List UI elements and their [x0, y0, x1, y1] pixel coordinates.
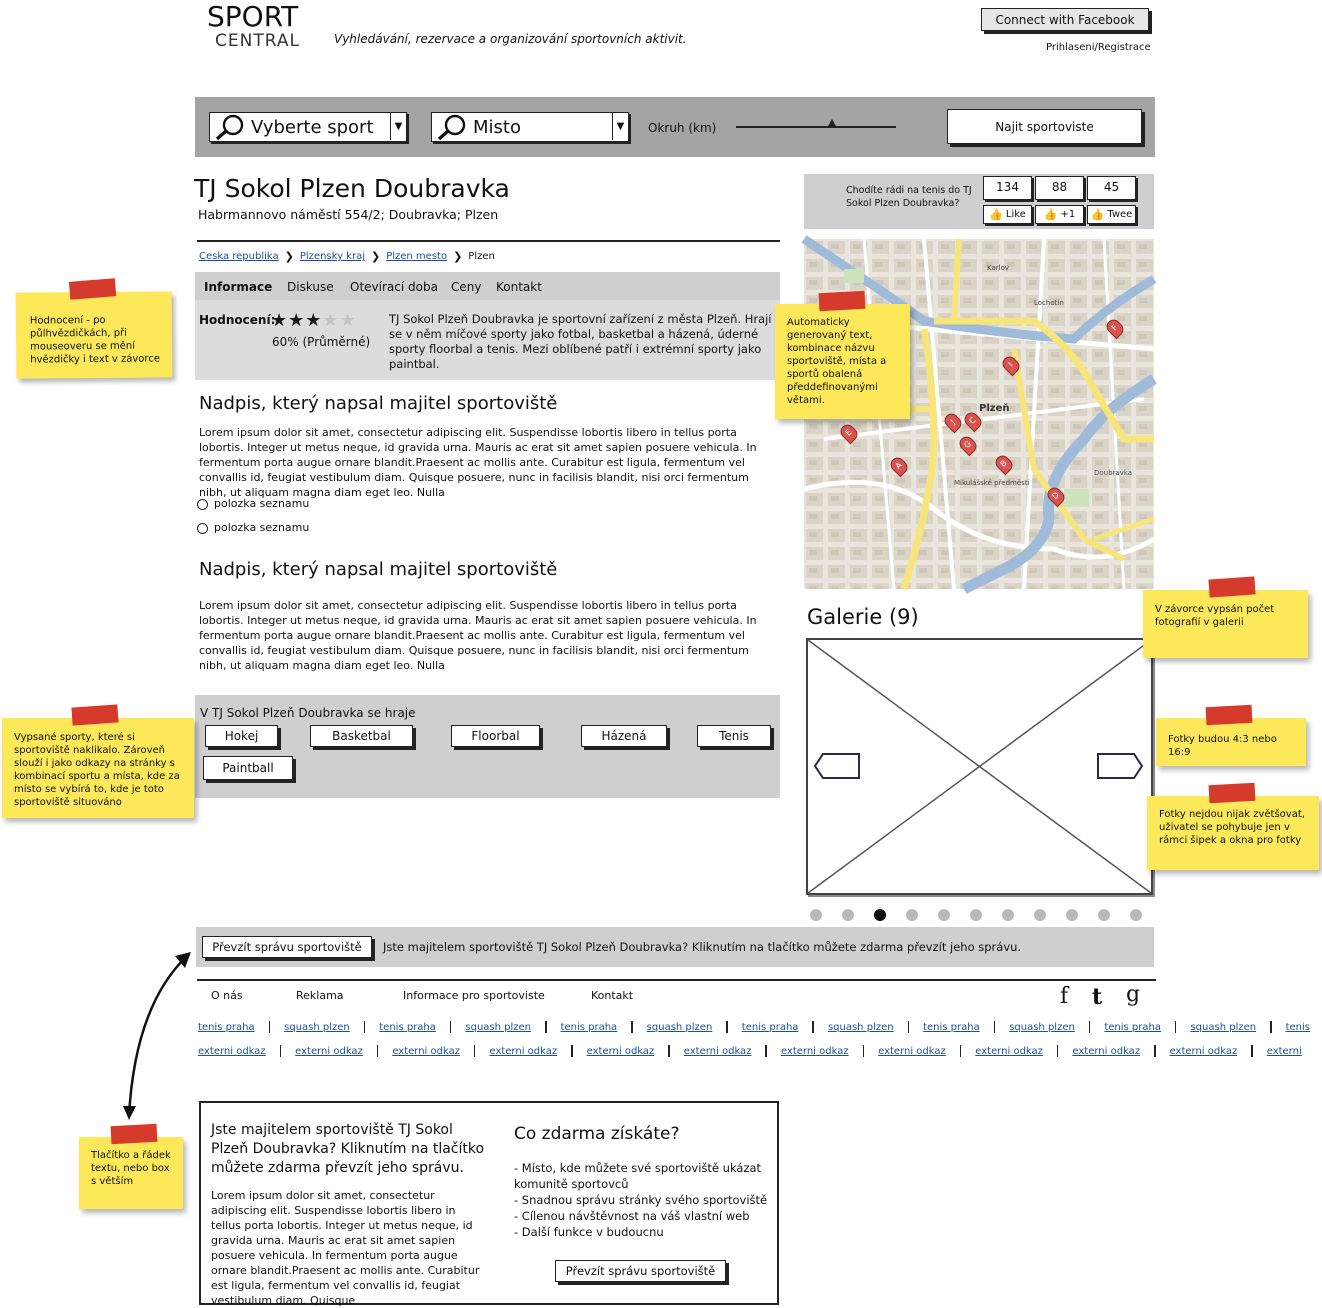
benefit-item: - Cílenou návštěvnost na váš vlastní web	[514, 1209, 750, 1223]
claim-bar-text: Jste majitelem sportoviště TJ Sokol Plzeň Doubravka? Kliknutím na tlačítko můžete zdarma převzít jeho správu.	[383, 940, 1022, 954]
gallery-dot[interactable]	[906, 909, 918, 921]
footer-nav-info-sportoviste[interactable]: Informace pro sportoviste	[403, 989, 545, 1002]
footer-link-separator	[269, 1021, 271, 1033]
benefit-item: - Snadnou správu stránky svého sportoviště	[514, 1193, 768, 1207]
place-select-value: Misto	[473, 117, 521, 138]
sticky-note-description	[775, 304, 910, 419]
sticky-note-gallery-count	[1143, 590, 1308, 658]
like-label: Like	[1005, 209, 1026, 220]
footer-link-separator	[863, 1045, 865, 1057]
tab-oteviraci-doba[interactable]: Otevírací doba	[350, 280, 438, 294]
footer-link-separator	[1251, 1045, 1253, 1057]
section-heading: Nadpis, který napsal majitel sportoviště	[199, 393, 558, 414]
footer-link-separator	[1175, 1021, 1177, 1033]
gallery-dot[interactable]	[1098, 909, 1110, 921]
breadcrumb-current: Plzen	[468, 251, 495, 262]
footer-link[interactable]: externi	[1266, 1046, 1302, 1057]
footer-link-separator	[668, 1045, 670, 1057]
map-marker[interactable]: F	[1104, 317, 1127, 340]
sport-select-value: Vyberte sport	[251, 117, 374, 138]
chevron-down-icon: ▼	[612, 113, 628, 140]
footer-link[interactable]: externi odkaz	[878, 1046, 946, 1057]
tape	[1206, 705, 1253, 725]
tape	[71, 704, 118, 725]
search-icon	[435, 113, 469, 141]
footer-nav-o-nas[interactable]: O nás	[211, 989, 243, 1002]
footer-divider	[197, 979, 1156, 981]
sticky-note-claim	[79, 1137, 183, 1209]
map-marker[interactable]: C	[962, 410, 985, 433]
map-label: Plzeň	[979, 403, 1010, 414]
footer-link[interactable]: tenis	[1285, 1022, 1310, 1033]
map-label: Lochotín	[1034, 299, 1064, 307]
sticky-note-text: Fotky budou 4:3 nebo 16:9	[1168, 734, 1277, 758]
connect-facebook-button[interactable]: Connect with Facebook	[981, 8, 1149, 31]
sticky-note-text: V závorce vypsán počet fotografií v galerii	[1155, 604, 1275, 628]
tape	[1209, 783, 1256, 803]
facebook-icon[interactable]: f	[1060, 984, 1069, 1009]
breadcrumb-item[interactable]: Plzensky kraj	[299, 251, 365, 262]
tape	[1208, 576, 1255, 597]
claim-venue-button[interactable]: Převzít správu sportoviště	[202, 936, 372, 958]
sticky-note-text: Vypsané sporty, které si sportoviště naklikalo. Zároveň slouží i jako odkazy na stránky s kombinací sportu a místa, kde za místo se vybírá to, kde je toto sportoviště situováno	[14, 732, 180, 808]
footer-link[interactable]: externi odkaz	[392, 1046, 460, 1057]
footer-link[interactable]: squash plzen	[1009, 1022, 1075, 1033]
chevron-down-icon: ▼	[390, 113, 406, 140]
radius-label: Okruh (km)	[648, 121, 717, 135]
sports-label: V TJ Sokol Plzeň Doubravka se hraje	[200, 706, 416, 720]
sport-select[interactable]	[209, 112, 407, 142]
star-icon[interactable]: ★	[305, 310, 322, 331]
sticky-note-text: Automaticky generovaný text, kombinace názvu sportoviště, místa a sportů obalená předdefinovanými větami.	[787, 317, 887, 406]
list-item-label: polozka seznamu	[214, 521, 310, 534]
radius-slider-thumb[interactable]	[827, 119, 837, 128]
footer-link[interactable]: squash plzen	[284, 1022, 350, 1033]
list-item-label: polozka seznamu	[214, 497, 310, 510]
sticky-note-photo-ratio	[1156, 718, 1306, 766]
claim-venue-box-button[interactable]: Převzít správu sportoviště	[555, 1260, 726, 1282]
gallery-prev-arrow-icon[interactable]	[813, 752, 861, 780]
footer-link-separator	[450, 1021, 452, 1033]
footer-link[interactable]: squash plzen	[1190, 1022, 1257, 1033]
social-question: Chodíte rádi na tenis do TJ Sokol Plzen Doubravka?	[846, 185, 972, 209]
logo-line2: CENTRAL	[215, 31, 300, 51]
tweet-count: 45	[1087, 176, 1136, 200]
sticky-note-photo-zoom	[1147, 796, 1319, 870]
twitter-icon[interactable]: t	[1092, 984, 1103, 1010]
footer-link-separator	[1089, 1021, 1091, 1033]
footer-link[interactable]: externi odkaz	[975, 1046, 1043, 1057]
gallery-dot[interactable]	[874, 909, 886, 921]
map-marker[interactable]: I	[1000, 354, 1023, 377]
rating-text: 60% (Průměrné)	[272, 335, 371, 349]
footer-link-separator	[908, 1021, 910, 1033]
benefits-list	[514, 1160, 772, 1240]
tab-diskuse[interactable]: Diskuse	[287, 280, 334, 294]
map-label: Mikulášské předměstí	[954, 479, 1030, 487]
footer-link-separator	[812, 1021, 814, 1033]
breadcrumb-item[interactable]: Ceska republika	[199, 251, 279, 262]
footer-link-separator	[545, 1021, 547, 1033]
footer-link[interactable]: squash plzen	[827, 1022, 894, 1033]
list-item	[197, 521, 309, 534]
chevron-right-icon: ❯	[453, 250, 463, 263]
tape	[69, 278, 116, 300]
map-marker[interactable]: D	[1045, 485, 1068, 508]
title-divider	[197, 240, 780, 242]
tagline: Vyhledávání, rezervace a organizování sportovních aktivit.	[334, 32, 687, 46]
sport-link-hokej[interactable]: Hokej	[205, 725, 278, 747]
footer-link-separator	[631, 1021, 633, 1033]
tweet-button[interactable]	[1087, 205, 1136, 224]
footer-link-separator	[474, 1045, 476, 1057]
gallery-dot[interactable]	[810, 909, 822, 921]
footer-link-separator	[377, 1045, 379, 1057]
login-link[interactable]: Prihlaseni/Registrace	[1046, 42, 1151, 53]
tab-ceny[interactable]: Ceny	[451, 280, 482, 294]
benefits-heading: Co zdarma získáte?	[514, 1124, 680, 1144]
gallery-title: Galerie (9)	[807, 605, 919, 629]
footer-link[interactable]: externi odkaz	[683, 1046, 752, 1057]
list-item	[197, 497, 309, 510]
breadcrumb-item[interactable]: Plzen mesto	[386, 251, 448, 262]
footer-link[interactable]: externi odkaz	[1072, 1046, 1141, 1057]
map-marker[interactable]: E	[838, 422, 861, 445]
gallery-dot[interactable]	[1066, 909, 1078, 921]
footer-link[interactable]: tenis praha	[560, 1022, 618, 1033]
breadcrumb	[199, 250, 495, 263]
gallery-dots	[808, 908, 1148, 922]
map-marker[interactable]: A	[888, 455, 911, 478]
plus-one-button[interactable]	[1035, 205, 1084, 224]
sticky-note-text: Fotky nejdou nijak zvětšovat, uživatel se pohybuje jen v rámci šipek a okna pro fotky	[1159, 809, 1305, 846]
sport-link-basketbal[interactable]: Basketbal	[310, 725, 413, 747]
rating-stars[interactable]	[271, 312, 356, 330]
tape	[819, 291, 866, 311]
tweet-label: Twee	[1107, 209, 1133, 220]
map-label: Doubravka	[1094, 469, 1133, 477]
plus-count: 88	[1035, 176, 1084, 200]
thumbs-up-icon: 👍	[1090, 208, 1105, 221]
footer-link[interactable]: squash plzen	[465, 1022, 532, 1033]
find-venue-button[interactable]: Najit sportoviste	[947, 109, 1142, 144]
footer-links-row-1	[198, 1019, 1310, 1033]
footer-link[interactable]: tenis praha	[198, 1022, 255, 1033]
gallery-dot[interactable]	[842, 909, 854, 921]
search-icon	[213, 113, 247, 141]
gallery-dot[interactable]	[938, 909, 950, 921]
star-icon[interactable]: ★	[288, 310, 305, 331]
radius-slider-track	[736, 126, 896, 128]
rating-label: Hodnocení:	[199, 313, 276, 327]
tape	[111, 1124, 158, 1144]
google-icon[interactable]: g	[1126, 982, 1141, 1007]
plus-label: +1	[1060, 209, 1076, 220]
footer-link[interactable]: externi odkaz	[586, 1046, 655, 1057]
sticky-note-text: Hodnocení - po půlhvězdičkách, při mouseoveru se mění hvězdičky i text v závorce	[29, 314, 161, 366]
footer-link[interactable]: externi odkaz	[489, 1046, 558, 1057]
footer-link[interactable]: tenis praha	[741, 1022, 799, 1033]
footer-link-separator	[765, 1045, 767, 1057]
thumbs-up-icon: 👍	[1043, 208, 1058, 221]
logo-line1: SPORT	[207, 0, 299, 33]
place-select[interactable]	[431, 112, 629, 142]
footer-links-row-2	[198, 1043, 1302, 1057]
thumbs-up-icon: 👍	[989, 208, 1003, 221]
venue-description: TJ Sokol Plzeň Doubravka je sportovní zařízení z města Plzeň. Hrají se v něm míčové sporty jako fotbal, basketbal a házená, úderné sporty floorbal a tenis. Mezi oblíbené patří i extrémní sporty jako paintbal.	[389, 312, 772, 371]
sport-link-paintball[interactable]: Paintball	[203, 756, 293, 780]
footer-link-separator	[960, 1045, 962, 1057]
footer-link[interactable]: tenis praha	[923, 1022, 980, 1033]
section-text: Lorem ipsum dolor sit amet, consectetur adipiscing elit. Suspendisse lobortis libero in tellus porta lobortis. Integer ut metus neque, id gravida urna. Mauris ac erat sit amet sapien posuere vehicula. In fermentum porta augue ornare blandit.Praesent ac mollis ante. Curabitur est ligula, fermentum vel convallis id, feugiat vestibulum diam. Quisque posuere, nunc in facilisis blandit, nisi orci fermentum nibh, ut aliquam magna diam eget leo. Nulla	[199, 426, 757, 499]
footer-link[interactable]: squash plzen	[646, 1022, 713, 1033]
radius-slider[interactable]	[736, 119, 896, 135]
gallery-dot[interactable]	[1034, 909, 1046, 921]
like-count: 134	[983, 176, 1032, 200]
logo[interactable]	[207, 2, 327, 54]
chevron-right-icon: ❯	[284, 250, 294, 263]
footer-link[interactable]: externi odkaz	[1169, 1046, 1238, 1057]
footer-link-separator	[1270, 1021, 1272, 1033]
section-text: Lorem ipsum dolor sit amet, consectetur adipiscing elit. Suspendisse lobortis libero in tellus porta lobortis. Integer ut metus neque, id gravida urna. Mauris ac erat sit amet sapien posuere vehicula. In fermentum porta augue ornare blandit.Praesent ac mollis ante. Curabitur est ligula, fermentum vel convallis id, feugiat vestibulum diam. Quisque posuere, nunc in facilisis blandit, nisi orci fermentum nibh, ut aliquam magna diam eget leo. Nulla	[199, 599, 757, 672]
map-marker[interactable]: G	[957, 434, 980, 457]
benefit-item: - Místo, kde můžete své sportoviště ukázat komunitě sportovců	[514, 1161, 762, 1191]
venue-address: Habrmannovo náměstí 554/2; Doubravka; Plzen	[198, 207, 499, 222]
annotation-arrow-icon	[115, 946, 205, 1126]
sticky-note-text: Tlačítko a řádek textu, nebo box s větším	[91, 1150, 171, 1187]
claim-box-heading: Jste majitelem sportoviště TJ Sokol Plzeň Doubravka? Kliknutím na tlačítko můžete zdarma převzít jeho správu.	[211, 1122, 485, 1176]
tab-kontakt[interactable]: Kontakt	[496, 280, 542, 294]
like-button[interactable]	[983, 205, 1032, 224]
footer-link-separator	[726, 1021, 728, 1033]
gallery-next-arrow-icon[interactable]	[1096, 752, 1144, 780]
star-icon[interactable]: ★	[322, 310, 339, 331]
footer-link-separator	[280, 1045, 282, 1057]
page-title: TJ Sokol Plzen Doubravka	[194, 174, 510, 203]
radio-bullet-icon	[197, 523, 208, 534]
claim-box-text: Lorem ipsum dolor sit amet, consectetur adipiscing elit. Suspendisse lobortis libero in tellus porta lobortis. Integer ut metus neque, id gravida urna. Mauris ac erat sit amet sapien posuere vehicula. In fermentum porta augue ornare blandit.Praesent ac mollis ante. Curabitur est ligula, fermentum vel convallis id, feugiat vestibulum diam. Quisque	[211, 1189, 480, 1307]
map-label: Karlov	[987, 264, 1010, 272]
footer-link-separator	[994, 1021, 996, 1033]
gallery-dot[interactable]	[1002, 909, 1014, 921]
tab-informace[interactable]: Informace	[204, 280, 273, 294]
star-icon[interactable]: ★	[339, 310, 356, 331]
footer-link-separator	[571, 1045, 573, 1057]
radio-bullet-icon	[197, 499, 208, 510]
footer-nav-reklama[interactable]: Reklama	[296, 989, 344, 1002]
footer-link[interactable]: externi odkaz	[780, 1046, 849, 1057]
sticky-note-rating	[16, 291, 173, 378]
footer-link[interactable]: externi odkaz	[295, 1046, 363, 1057]
gallery-image[interactable]	[806, 638, 1153, 895]
sport-link-tenis[interactable]: Tenis	[697, 725, 771, 747]
map-marker[interactable]: B	[993, 453, 1016, 476]
footer-link-separator	[1057, 1045, 1059, 1057]
sport-link-floorbal[interactable]: Floorbal	[451, 725, 540, 747]
footer-link-separator	[1154, 1045, 1156, 1057]
gallery-dot[interactable]	[1130, 909, 1142, 921]
benefit-item: - Další funkce v budoucnu	[514, 1225, 664, 1239]
sport-link-hazena[interactable]: Házená	[581, 725, 667, 747]
star-icon[interactable]: ★	[271, 310, 288, 331]
footer-link[interactable]: tenis praha	[379, 1022, 436, 1033]
footer-link[interactable]: externi odkaz	[198, 1046, 266, 1057]
map-marker[interactable]: J	[942, 411, 965, 434]
footer-nav-kontakt[interactable]: Kontakt	[591, 989, 634, 1002]
gallery-dot[interactable]	[970, 909, 982, 921]
footer-link[interactable]: tenis praha	[1104, 1022, 1161, 1033]
footer-link-separator	[364, 1021, 366, 1033]
tab-bar	[195, 272, 780, 300]
chevron-right-icon: ❯	[370, 250, 381, 263]
sticky-note-sports	[2, 718, 194, 818]
section-heading: Nadpis, který napsal majitel sportoviště	[199, 559, 558, 580]
